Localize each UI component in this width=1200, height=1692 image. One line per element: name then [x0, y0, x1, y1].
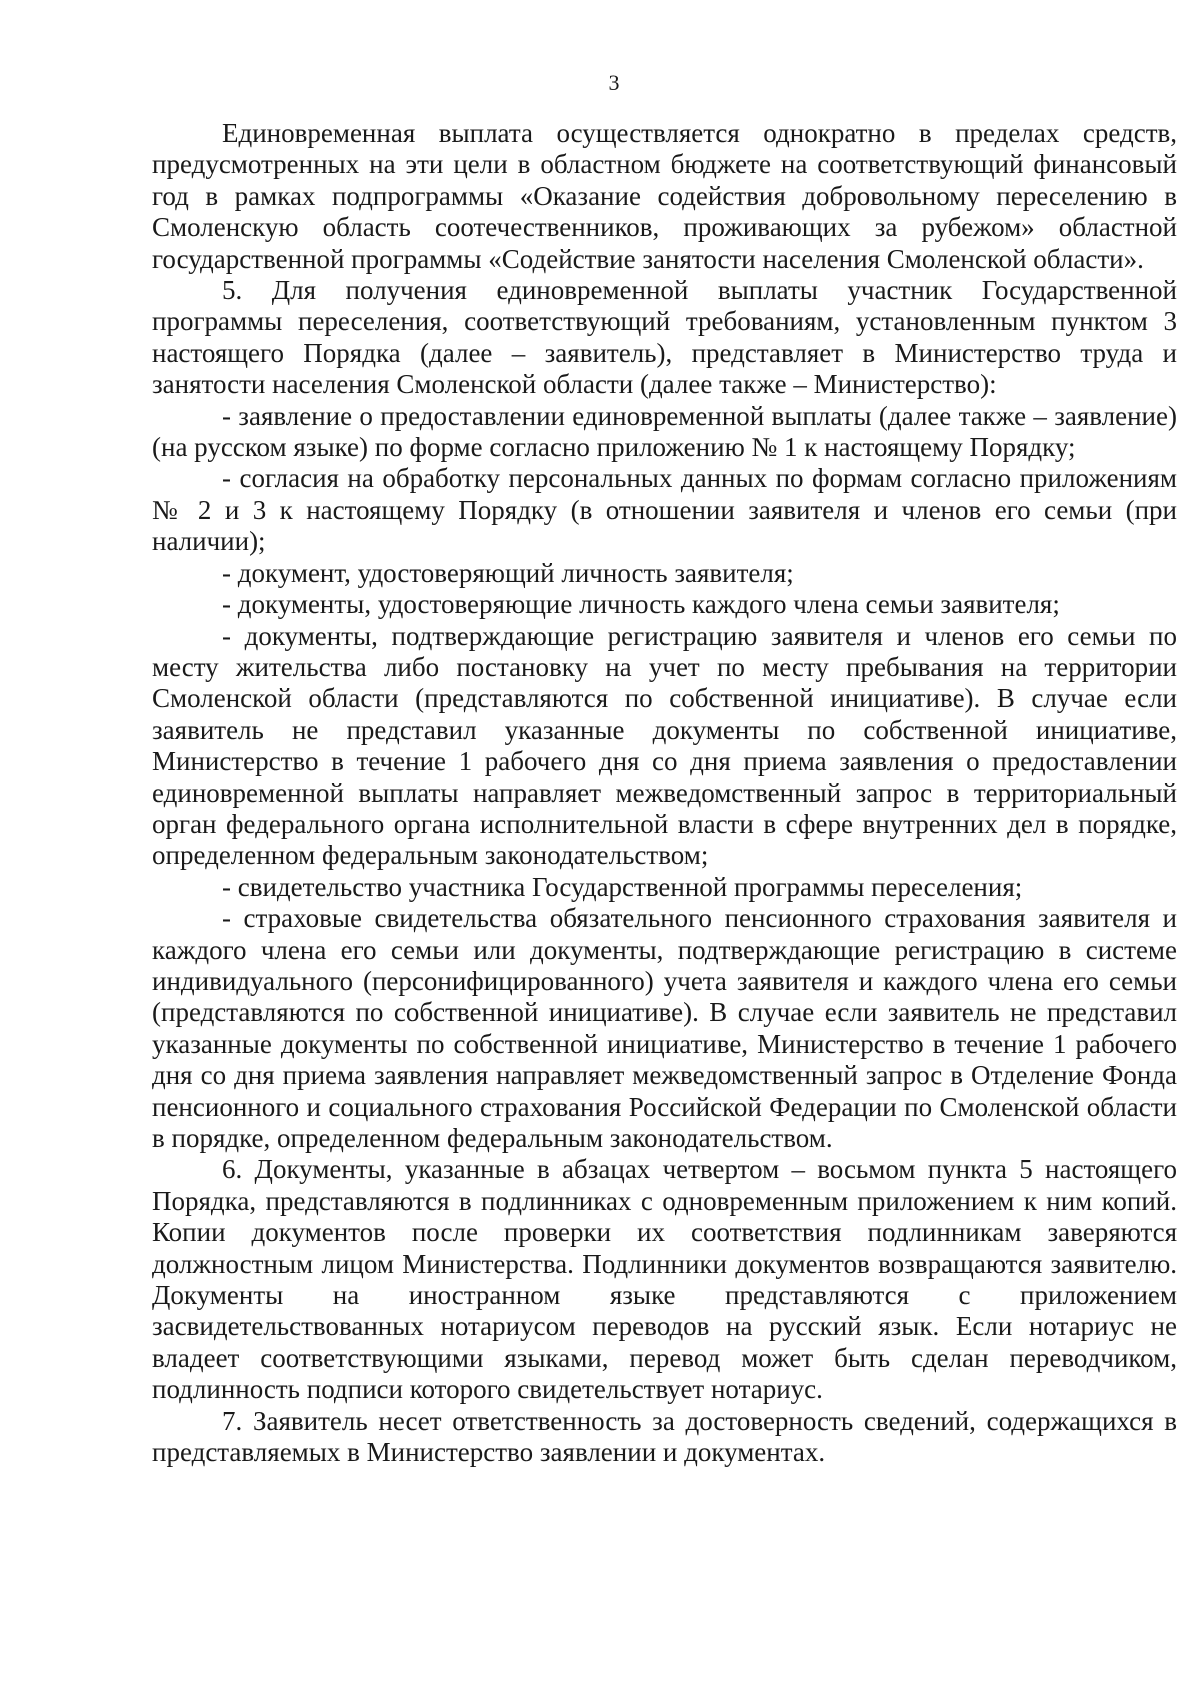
list-item-application: - заявление о предоставлении единовременной выплаты (далее также – заявление) (на русском языке) по форме согласно приложению № 1 к настоящему Порядку;: [152, 400, 1177, 463]
paragraph-item-6: 6. Документы, указанные в абзацах четвертом – восьмом пункта 5 настоящего Порядка, представляются в подлинниках с одновременным приложением к ним копий. Копии документов после проверки их соответствия подлинникам заверяются должностным лицом Министерства. Подлинники документов возвращаются заявителю. Документы на иностранном языке представляются с приложением засвидетельствованных нотариусом переводов на русский язык. Если нотариус не владеет соответствующими языками, перевод может быть сделан переводчиком, подлинность подписи которого свидетельствует нотариус.: [152, 1154, 1177, 1405]
paragraph-lump-sum-payment: Единовременная выплата осуществляется однократно в пределах средств, предусмотренных на эти цели в областном бюджете на соответствующий финансовый год в рамках подпрограммы «Оказание содействия добровольному переселению в Смоленскую область соотечественников, проживающих за рубежом» областной государственной программы «Содействие занятости населения Смоленской области».: [152, 118, 1177, 274]
document-body: [152, 118, 1177, 1468]
list-item-insurance-certificates: - страховые свидетельства обязательного пенсионного страхования заявителя и каждого члена его семьи или документы, подтверждающие регистрацию в системе индивидуального (персонифицированного) учета заявителя и каждого члена его семьи (представляются по собственной инициативе). В случае если заявитель не представил указанные документы по собственной инициативе, Министерство в течение 1 рабочего дня со дня приема заявления направляет межведомственный запрос в Отделение Фонда пенсионного и социального страхования Российской Федерации по Смоленской области в порядке, определенном федеральным законодательством.: [152, 903, 1177, 1153]
list-item-registration: - документы, подтверждающие регистрацию заявителя и членов его семьи по месту жительства либо постановку на учет по месту пребывания на территории Смоленской области (представляются по собственной инициативе). В случае если заявитель не представил указанные документы по собственной инициативе, Министерство в течение 1 рабочего дня со дня приема заявления о предоставлении единовременной выплаты направляет межведомственный запрос в территориальный орган федерального органа исполнительной власти в сфере внутренних дел в порядке, определенном федеральным законодательством;: [152, 620, 1177, 871]
paragraph-item-7: 7. Заявитель несет ответственность за достоверность сведений, содержащихся в представляемых в Министерство заявлении и документах.: [152, 1405, 1177, 1468]
list-item-consents: - согласия на обработку персональных данных по формам согласно приложениям № 2 и 3 к настоящему Порядку (в отношении заявителя и членов его семьи (при наличии);: [152, 463, 1177, 557]
list-item-participant-certificate: - свидетельство участника Государственной программы переселения;: [222, 871, 1023, 902]
paragraph-item-5: 5. Для получения единовременной выплаты участник Государственной программы переселения, соответствующий требованиям, установленным пунктом 3 настоящего Порядка (далее – заявитель), представляет в Министерство труда и занятости населения Смоленской области (далее также – Министерство):: [152, 275, 1177, 400]
page-number: 3: [608, 70, 620, 95]
list-item-family-ids: - документы, удостоверяющие личность каждого члена семьи заявителя;: [222, 589, 1060, 620]
list-item-applicant-id: - документ, удостоверяющий личность заявителя;: [222, 557, 794, 588]
